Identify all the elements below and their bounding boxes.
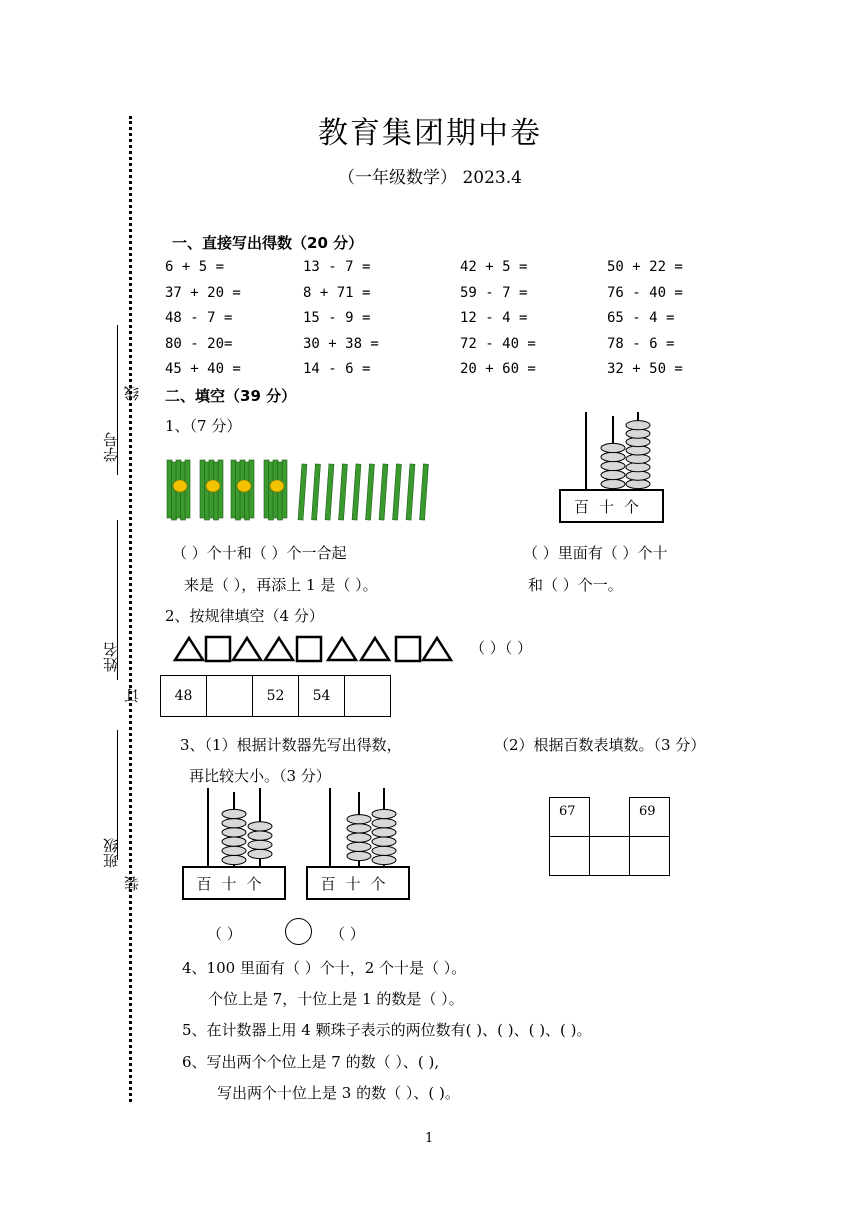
abacus-bead bbox=[372, 837, 396, 846]
calc-problem: 45 + 40 = bbox=[165, 361, 241, 377]
xian-label: 线 bbox=[123, 386, 141, 401]
section2-heading: 二、填空（39 分） bbox=[165, 387, 297, 405]
sequence-cell-blank[interactable] bbox=[345, 676, 390, 716]
page-subtitle: （一年级数学） 2023.4 bbox=[338, 168, 522, 188]
calc-problem: 48 - 7 = bbox=[165, 310, 233, 326]
abacus-bead bbox=[372, 846, 396, 855]
abacus-bead bbox=[347, 842, 371, 851]
page-number: 1 bbox=[425, 1131, 434, 1146]
abacus-bead bbox=[626, 471, 650, 480]
xuehao-label: 学号 bbox=[102, 432, 120, 462]
q4-line2: 个位上是 7，十位上是 1 的数是（ ）。 bbox=[208, 990, 464, 1008]
abacus-bead bbox=[248, 822, 272, 831]
single-stick bbox=[406, 464, 415, 520]
abacus-bead bbox=[222, 809, 246, 818]
shape-pattern bbox=[172, 634, 457, 666]
abacus-bead bbox=[626, 437, 650, 446]
abacus-bead bbox=[372, 819, 396, 828]
abacus-q3-left-base: 百十个 bbox=[182, 866, 286, 900]
grid-cell-67[interactable]: 67 bbox=[550, 798, 590, 837]
sequence-cell: 54 bbox=[299, 676, 345, 716]
abacus-bead bbox=[601, 479, 625, 488]
abacus-bead bbox=[222, 819, 246, 828]
calc-problem: 42 + 5 = bbox=[460, 259, 528, 275]
zhuang-label: 装 bbox=[123, 876, 141, 891]
single-stick bbox=[420, 464, 429, 520]
abacus-q3-right-base: 百十个 bbox=[306, 866, 410, 900]
abacus-bead bbox=[372, 855, 396, 864]
sequence-cells bbox=[160, 675, 391, 717]
q2-label: 2、按规律填空（4 分） bbox=[165, 607, 324, 625]
binding-dotted-line bbox=[129, 116, 132, 1102]
abacus-bead bbox=[222, 828, 246, 837]
stick-bundle bbox=[167, 460, 190, 520]
calc-problem: 30 + 38 = bbox=[303, 335, 379, 352]
abacus-bead bbox=[222, 855, 246, 864]
abacus-q3-right bbox=[306, 788, 416, 868]
abacus-bead bbox=[222, 846, 246, 855]
calc-problem: 76 - 40 = bbox=[607, 284, 683, 301]
calc-problem: 20 + 60 = bbox=[460, 361, 536, 377]
abacus-bead bbox=[601, 452, 625, 461]
abacus-bead bbox=[626, 479, 650, 488]
abacus-bead bbox=[248, 849, 272, 858]
calc-problem: 32 + 50 = bbox=[607, 361, 683, 377]
single-stick bbox=[298, 464, 307, 520]
grid-cell-answer[interactable] bbox=[630, 837, 670, 876]
q3-part2: （2）根据百数表填数。（3 分） bbox=[494, 736, 706, 754]
single-stick bbox=[366, 464, 375, 520]
q6-line1: 6、写出两个个位上是 7 的数（ ）、( ), bbox=[182, 1053, 440, 1071]
calc-problem: 6 + 5 = bbox=[165, 259, 225, 275]
q5-line1: 5、在计数器上用 4 颗珠子表示的两位数有( )、( )、( )、( )。 bbox=[182, 1021, 592, 1039]
abacus-bead bbox=[347, 815, 371, 824]
grid-cell-blank-top bbox=[590, 798, 630, 837]
ding-label: 订 bbox=[123, 688, 141, 703]
abacus-bead bbox=[626, 429, 650, 438]
abacus-bead bbox=[601, 470, 625, 479]
xingming-label: 姓名 bbox=[102, 642, 120, 672]
q3-part1-line2: 再比较大小。（3 分） bbox=[189, 767, 331, 785]
calc-problem: 72 - 40 = bbox=[460, 335, 536, 352]
abacus-bead bbox=[347, 824, 371, 833]
abacus-q1-base: 百十个 bbox=[559, 489, 664, 523]
sticks-picture bbox=[165, 456, 455, 526]
abacus-bead bbox=[248, 831, 272, 840]
calc-problem: 13 - 7 = bbox=[303, 259, 371, 275]
calc-problem: 8 + 71 = bbox=[303, 284, 371, 301]
calc-problem: 59 - 7 = bbox=[460, 284, 528, 301]
abacus-q3-left bbox=[182, 788, 292, 868]
abacus-bead bbox=[347, 833, 371, 842]
single-stick bbox=[312, 464, 321, 520]
stick-bundle bbox=[200, 460, 223, 520]
compare-right-blank: （ ） bbox=[330, 925, 365, 943]
single-stick bbox=[339, 464, 348, 520]
abacus-bead bbox=[372, 828, 396, 837]
grid-cell-answer[interactable] bbox=[590, 837, 630, 876]
q3-part1-line1: 3、（1）根据计数器先写出得数， bbox=[180, 736, 402, 754]
calc-problem: 80 - 20= bbox=[165, 335, 233, 352]
q1-right-line2: 和（ ）个一。 bbox=[528, 576, 623, 594]
compare-circle[interactable] bbox=[285, 918, 312, 945]
section1-heading: 一、直接写出得数（20 分） bbox=[172, 234, 364, 252]
abacus-bead bbox=[248, 840, 272, 849]
q1-right-line1: （ ）里面有（ ）个十 bbox=[523, 544, 668, 562]
q4-line1: 4、100 里面有（ ）个十，2 个十是（ ）。 bbox=[182, 959, 467, 977]
single-stick bbox=[393, 464, 402, 520]
compare-left-blank: （ ） bbox=[207, 925, 242, 943]
abacus-bead bbox=[222, 837, 246, 846]
sequence-cell: 52 bbox=[253, 676, 299, 716]
calc-problem: 12 - 4 = bbox=[460, 310, 528, 326]
q6-line2: 写出两个十位上是 3 的数（ ）、( )。 bbox=[217, 1084, 460, 1102]
calc-problem: 14 - 6 = bbox=[303, 361, 371, 377]
shape-answer: （ ）（ ） bbox=[470, 639, 533, 657]
q1-left-line2: 来是（ ），再添上 1 是（ ）。 bbox=[184, 576, 378, 594]
calc-problem: 78 - 6 = bbox=[607, 335, 675, 352]
stick-bundle bbox=[264, 460, 287, 520]
sequence-cell: 48 bbox=[161, 676, 207, 716]
single-stick bbox=[325, 464, 334, 520]
grid-cell-69[interactable]: 69 bbox=[630, 798, 670, 837]
stick-bundle bbox=[231, 460, 254, 520]
single-stick bbox=[379, 464, 388, 520]
page-title: 教育集团期中卷 bbox=[318, 116, 542, 151]
abacus-bead bbox=[626, 446, 650, 455]
hundreds-grid bbox=[549, 797, 670, 876]
abacus-bead bbox=[601, 443, 625, 452]
sequence-cell-blank[interactable] bbox=[207, 676, 253, 716]
abacus-bead bbox=[601, 461, 625, 470]
calc-problem: 65 - 4 = bbox=[607, 310, 675, 326]
abacus-bead bbox=[626, 454, 650, 463]
abacus-bead bbox=[626, 421, 650, 430]
abacus-bead bbox=[372, 809, 396, 818]
banji-label: 班级 bbox=[102, 838, 120, 868]
grid-cell-answer[interactable] bbox=[550, 837, 590, 876]
calc-problem: 15 - 9 = bbox=[303, 310, 371, 326]
single-stick bbox=[352, 464, 361, 520]
calc-problem: 50 + 22 = bbox=[607, 259, 683, 275]
q1-label: 1、（7 分） bbox=[165, 417, 242, 435]
abacus-bead bbox=[347, 851, 371, 860]
calc-problem: 37 + 20 = bbox=[165, 284, 241, 301]
q1-left-line1: （ ）个十和（ ）个一合起 bbox=[172, 544, 347, 562]
abacus-bead bbox=[626, 463, 650, 472]
